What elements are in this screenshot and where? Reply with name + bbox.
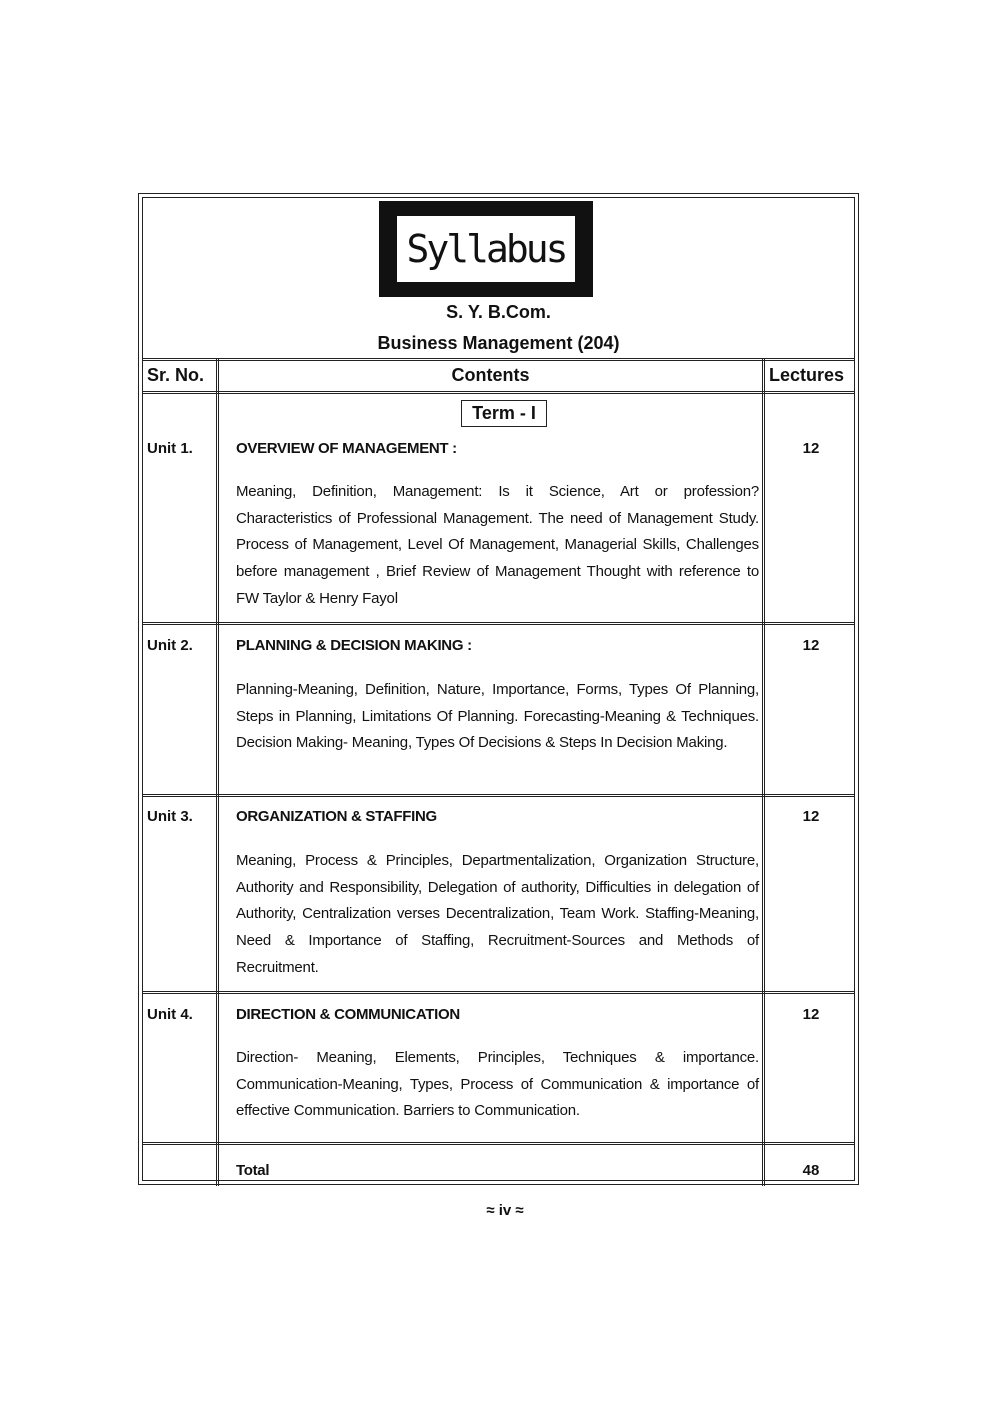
- unit-4-title: DIRECTION & COMMUNICATION: [236, 1006, 460, 1023]
- column-header-srno: Sr. No.: [147, 365, 205, 385]
- unit-1-description: Meaning, Definition, Management: Is it Science, Art or profession? Characteristics of Professional Management. The need of Management Study. Process of Management, Level Of Management, Managerial Skills, Challenges before management , Brief Review of Management Thought with reference to FW Taylor & Henry Fayol: [236, 483, 759, 607]
- term-label: Term - I: [461, 400, 547, 427]
- unit-1-title: OVERVIEW OF MANAGEMENT :: [236, 440, 457, 457]
- column-divider-lectures: [762, 359, 765, 1186]
- course-name: S. Y. B.Com.: [446, 302, 551, 322]
- unit-2-title: PLANNING & DECISION MAKING :: [236, 637, 472, 654]
- syllabus-logo-text: Syllabus: [397, 216, 575, 282]
- unit-1-label: Unit 1.: [147, 440, 193, 457]
- header-top-rule: [143, 358, 854, 361]
- unit-4-rule: [143, 1142, 854, 1145]
- header-bottom-rule: [143, 391, 854, 394]
- unit-4-lectures: 12: [802, 1006, 820, 1023]
- unit-1-rule: [143, 622, 854, 625]
- unit-1-lectures: 12: [802, 440, 820, 457]
- syllabus-table: [142, 197, 855, 1181]
- total-lectures: 48: [802, 1162, 820, 1179]
- unit-2-label: Unit 2.: [147, 637, 193, 654]
- unit-4-description: Direction- Meaning, Elements, Principles, Techniques & importance. Communication-Meaning, Types, Process of Communication & importance of effective Communication. Barriers to Communication.: [236, 1049, 759, 1120]
- column-header-contents: Contents: [451, 365, 530, 385]
- subject-title: Business Management (204): [377, 333, 620, 353]
- unit-4-label: Unit 4.: [147, 1006, 193, 1023]
- unit-2-description: Planning-Meaning, Definition, Nature, Importance, Forms, Types Of Planning, Steps in Planning, Limitations Of Planning. Forecasting-Meaning & Techniques. Decision Making- Meaning, Types Of Decisions & Steps In Decision Making.: [236, 681, 759, 752]
- unit-2-rule: [143, 794, 854, 797]
- unit-3-rule: [143, 991, 854, 994]
- column-header-lectures: Lectures: [769, 365, 845, 385]
- unit-3-label: Unit 3.: [147, 808, 193, 825]
- page-number-mark: ≈ iv ≈: [486, 1202, 524, 1219]
- column-divider-srno: [216, 359, 219, 1186]
- total-label: Total: [236, 1162, 270, 1179]
- unit-3-description: Meaning, Process & Principles, Departmentalization, Organization Structure, Authority and Responsibility, Delegation of authority, Difficulties in delegation of Authority, Centralization verses Decentralization, Team Work. Staffing-Meaning, Need & Importance of Staffing, Recruitment-Sources and Methods of Recruitment.: [236, 852, 759, 976]
- syllabus-logo: [379, 201, 593, 297]
- unit-2-lectures: 12: [802, 637, 820, 654]
- syllabus-frame: [138, 193, 859, 1185]
- unit-3-title: ORGANIZATION & STAFFING: [236, 808, 437, 825]
- unit-3-lectures: 12: [802, 808, 820, 825]
